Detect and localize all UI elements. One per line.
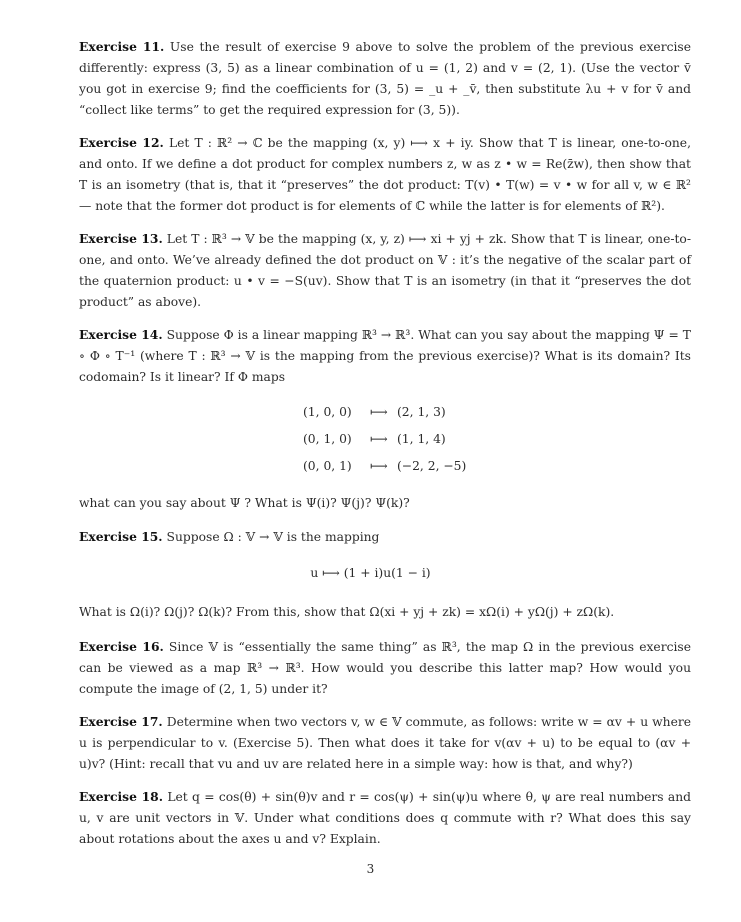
mapping-from: (0, 1, 0) [303, 432, 352, 446]
mapping-from: (0, 0, 1) [303, 459, 352, 473]
exercise-15-title: Exercise 15. [79, 529, 163, 544]
exercise-18-text: Let q = cos(θ) + sin(θ)v and r = cos(ψ) + sin(ψ)u where θ, ψ are real numbers and u, v are unit vectors in 𝕍. Under what conditions does q commute with r? What does this say about rotations about the axes u and v? Explain. [79, 790, 691, 846]
exercise-13 [79, 228, 691, 313]
exercise-11 [79, 36, 691, 121]
mapping-from: (1, 0, 0) [303, 405, 352, 419]
exercise-15-followup: What is Ω(i)? Ω(j)? Ω(k)? From this, show that Ω(xi + yj + zk) = xΩ(i) + yΩ(j) + zΩ(k). [79, 605, 615, 619]
phi-mapping-table [303, 402, 466, 483]
exercise-12-text: Let T : ℝ² → ℂ be the mapping (x, y) ⟼ x + iy. Show that T is linear, one-to-one, and onto. If we define a dot product for complex numbers z, w as z • w = Re(z̄w), then show that T is an isometry (that is, that it “preserves” the dot product: T(v) • T(w) = v • w for all v, w ∈ ℝ² — note that the former dot product is for elements of ℂ while the latter is for elements of ℝ²). [79, 136, 691, 213]
page-number: 3 [366, 862, 375, 876]
exercise-12 [79, 132, 691, 217]
exercise-14-title: Exercise 14. [79, 327, 163, 342]
exercise-14 [79, 324, 691, 388]
exercise-13-title: Exercise 13. [79, 231, 163, 246]
maps-to-arrow: ⟼ [370, 405, 386, 419]
exercise-12-title: Exercise 12. [79, 135, 164, 150]
exercise-16-text: Since 𝕍 is “essentially the same thing” as ℝ³, the map Ω in the previous exercise can be viewed as a map ℝ³ → ℝ³. How would you describe this latter map? How would you compute the image of (2, 1, 5) under it? [79, 640, 691, 696]
maps-to-arrow: ⟼ [370, 459, 386, 473]
exercise-18 [79, 786, 691, 850]
exercise-14-text: Suppose Φ is a linear mapping ℝ³ → ℝ³. What can you say about the mapping Ψ = T ∘ Φ ∘ T⁻¹ (where T : ℝ³ → 𝕍 is the mapping from the previous exercise)? What is its domain? Its codomain? Is it linear? If Φ maps [79, 328, 691, 384]
exercise-16 [79, 636, 691, 700]
exercise-15-text: Suppose Ω : 𝕍 → 𝕍 is the mapping [166, 530, 380, 544]
exercise-18-title: Exercise 18. [79, 789, 163, 804]
mapping-row [303, 429, 466, 456]
exercise-14-followup: what can you say about Ψ ? What is Ψ(i)? Ψ(j)? Ψ(k)? [79, 496, 410, 510]
exercise-17-title: Exercise 17. [79, 714, 163, 729]
exercise-17 [79, 711, 691, 775]
mapping-to: (−2, 2, −5) [397, 459, 467, 473]
exercise-15 [79, 526, 691, 548]
exercise-11-text: Use the result of exercise 9 above to solve the problem of the previous exercise differently: express (3, 5) as a linear combination of u = (1, 2) and v = (2, 1). (Use the vector v̄ you got in exercise 9; find the coefficients for (3, 5) = _u + _v̄, then substitute λu + v for v̄ and “collect like terms” to get the required expression for (3, 5)). [79, 40, 691, 117]
exercise-17-text: Determine when two vectors v, w ∈ 𝕍 commute, as follows: write w = αv + u where u is perpendicular to v. (Exercise 5). Then what does it take for v(αv + u) to be equal to (αv + u)v? (Hint: recall that vu and uv are related here in a simple way: how is that, and why?) [79, 715, 692, 771]
omega-formula: u ⟼ (1 + i)u(1 − i) [310, 566, 431, 580]
mapping-row [303, 402, 466, 429]
maps-to-arrow: ⟼ [370, 432, 386, 446]
exercise-13-text: Let T : ℝ³ → 𝕍 be the mapping (x, y, z) ⟼ xi + yj + zk. Show that T is linear, one-to-one, and onto. We’ve already defined the dot product on 𝕍 : it’s the negative of the scalar part of the quaternion product: u • v = −S(uv). Show that T is an isometry (in that it “preserves the dot product” as above). [79, 232, 691, 309]
mapping-row [303, 456, 466, 483]
mapping-to: (2, 1, 3) [397, 405, 446, 419]
mapping-to: (1, 1, 4) [397, 432, 446, 446]
exercise-16-title: Exercise 16. [79, 639, 164, 654]
exercise-11-title: Exercise 11. [79, 39, 165, 54]
